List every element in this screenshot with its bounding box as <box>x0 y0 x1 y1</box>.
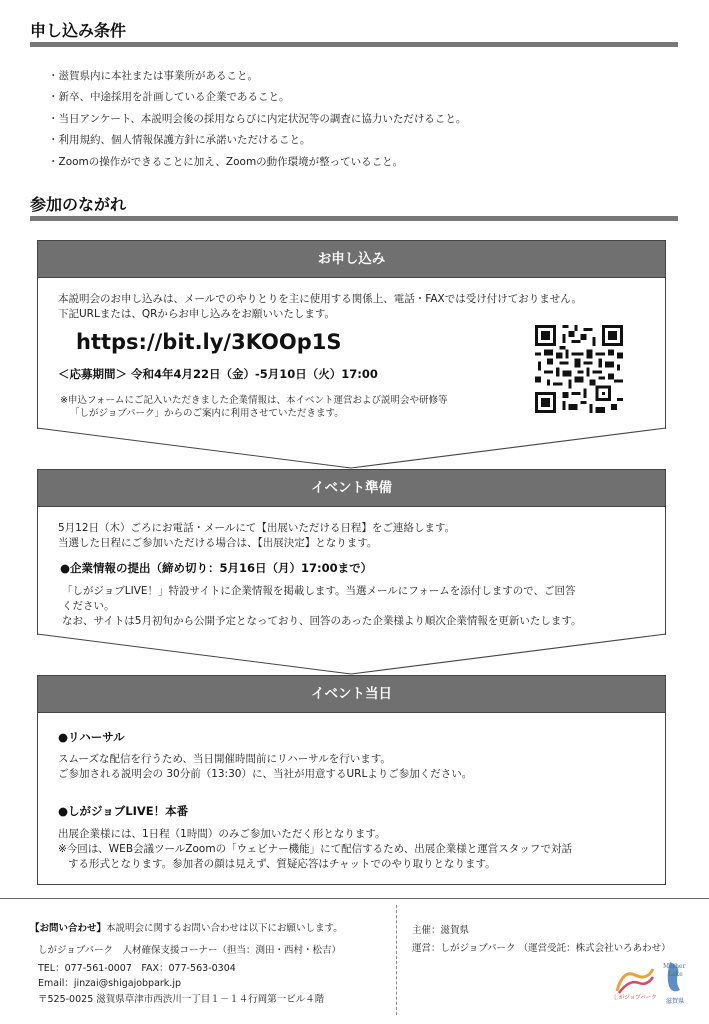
conditions-heading: 申し込み条件 <box>30 21 127 40</box>
apply-note: ※申込フォームにご記入いただきました企業情報は、本イベント運営および説明会や研修等 <box>60 395 448 406</box>
host-text: 主催：滋賀県 <box>412 925 470 936</box>
condition-item: ・Zoomの操作ができることに加え、Zoomの動作環境が整っていること。 <box>48 156 404 168</box>
contact-heading <box>30 922 343 935</box>
apply-header: お申し込み <box>37 240 666 278</box>
qr-code-icon[interactable] <box>535 325 623 413</box>
condition-item: ・滋賀県内に本社または事業所があること。 <box>48 70 258 82</box>
logo-caption: しがジョブパーク <box>613 995 657 1001</box>
logo-caption: 滋賀県 <box>665 998 684 1005</box>
prep-body: なお、サイトは5月初旬から公開予定となっており、回答のあった企業様より順次企業情報を更新いたします。 <box>62 615 582 627</box>
section-rule <box>30 216 678 221</box>
shiga-job-park-logo <box>613 965 657 1005</box>
down-arrow-shape <box>36 427 667 470</box>
apply-text: 本説明会のお申し込みは、メールでのやりとりを主に使用する関係上、電話・FAXでは受け付けておりません。 <box>58 293 582 305</box>
application-period: ＜応募期間＞ 令和4年4月22日（金）-5月10日（火）17:00 <box>58 367 378 381</box>
apply-url-link[interactable]: https://bit.ly/3KOOp1S <box>76 330 342 354</box>
operator-text: 運営：しがジョブパーク （運営受託：株式会社いろあわせ） <box>412 943 671 954</box>
shiga-prefecture-logo <box>662 960 688 1006</box>
contact-description: 本説明会に関するお問い合わせは以下にお願いします。 <box>106 923 343 934</box>
contact-label: 【お問い合わせ】 <box>30 923 107 934</box>
apply-text: 下記URLまたは、QRからお申し込みをお願いいたします。 <box>58 308 336 320</box>
svg-text:Lake: Lake <box>668 971 683 978</box>
flow-heading: 参加のながれ <box>30 195 127 214</box>
contact-email-link[interactable]: Email：jinzai@shigajobpark.jp <box>38 978 181 989</box>
condition-item: ・利用規約、個人情報保護方針に承諾いただけること。 <box>48 134 311 146</box>
prep-body: 「しがジョブLIVE！」特設サイトに企業情報を掲載します。当選メールにフォームを添付しますので、ご回答 <box>62 585 576 597</box>
prep-header: イベント準備 <box>37 469 666 507</box>
prep-subheading: ●企業情報の提出（締め切り：5月16日（月）17:00まで） <box>60 561 373 575</box>
apply-note: 「しがジョブパーク」からのご案内に利用させていただきます。 <box>70 408 344 419</box>
contact-tel-fax: TEL：077-561-0007 FAX：077-563-0304 <box>38 963 236 974</box>
live-text: する形式となります。参加者の顔は見えず、質疑応答はチャットでのやり取りとなります。 <box>68 858 496 870</box>
down-arrow-shape <box>36 633 667 676</box>
prep-body: ください。 <box>62 600 115 612</box>
rehearsal-text: スムーズな配信を行うため、当日開催時間前にリハーサルを行います。 <box>58 753 391 765</box>
condition-item: ・新卒、中途採用を計画している企業であること。 <box>48 91 290 103</box>
section-rule <box>30 42 678 47</box>
live-text: 出展企業様には、1日程（1時間）のみご参加いただく形となります。 <box>58 828 386 840</box>
condition-item: ・当日アンケート、本説明会後の採用ならびに内定状況等の調査に協力いただけること。 <box>48 113 467 125</box>
contact-address: 〒525-0025 滋賀県草津市西渋川一丁目１－１４行岡第一ビル４階 <box>38 994 325 1005</box>
event-day-header: イベント当日 <box>37 675 666 713</box>
svg-text:Mother: Mother <box>663 963 686 970</box>
live-heading: ●しがジョブLIVE！本番 <box>58 804 189 818</box>
prep-text: 5月12日（木）ごろにお電話・メールにて【出展いただける日程】をご連絡します。 <box>58 522 455 534</box>
contact-org: しがジョブパーク 人材確保支援コーナー（担当：渕田・西村・松吉） <box>38 945 342 956</box>
rehearsal-text: ご参加される説明会の 30分前（13:30）に、当社が用意するURLよりご参加ください。 <box>58 768 473 780</box>
rehearsal-heading: ●リハーサル <box>58 730 125 744</box>
footer-divider <box>0 898 709 899</box>
live-text: ※今回は、WEB会議ツールZoomの「ウェビナー機能」にて配信するため、出展企業様と運営スタッフで対話 <box>58 843 573 855</box>
footer-vertical-divider <box>396 905 397 1015</box>
prep-text: 当選した日程にご参加いただける場合は、【出展決定】となります。 <box>58 537 378 549</box>
